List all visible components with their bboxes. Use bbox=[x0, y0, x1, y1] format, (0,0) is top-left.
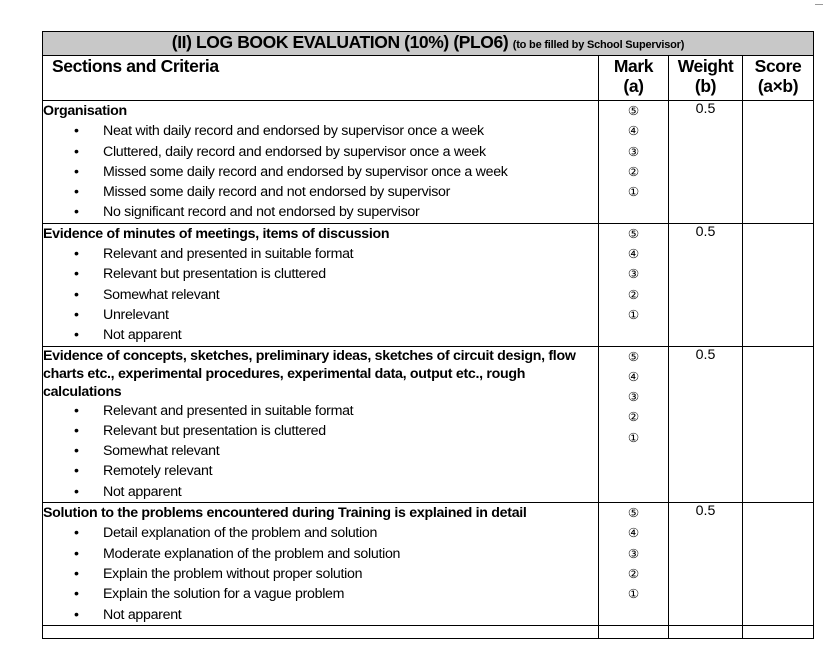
section-criteria-cell bbox=[43, 503, 599, 626]
score-cell[interactable] bbox=[743, 346, 814, 502]
criterion-item: • Missed some daily record and not endorsed by supervisor bbox=[43, 182, 598, 202]
column-header-row bbox=[43, 56, 814, 101]
section-title: Evidence of concepts, sketches, preliminary ideas, sketches of circuit design, flow charts etc., experimental procedures, experimental data, output etc., rough calculations bbox=[43, 347, 576, 400]
mark-4-option[interactable]: ④ bbox=[627, 123, 640, 139]
header-score bbox=[743, 56, 814, 101]
section-criteria-cell bbox=[43, 101, 599, 224]
table-title-row bbox=[43, 32, 814, 56]
section-title: Solution to the problems encountered during Training is explained in detail bbox=[43, 505, 527, 522]
header-mark bbox=[599, 56, 669, 101]
criterion-item: • Moderate explanation of the problem and solution bbox=[43, 544, 598, 564]
weight-value: 0.5 bbox=[669, 223, 743, 346]
header-score-label: Score bbox=[754, 56, 802, 76]
page-corner-mark bbox=[815, 0, 823, 5]
mark-2-option[interactable]: ② bbox=[627, 565, 640, 581]
section-row-problem-solution bbox=[43, 503, 814, 626]
continuation-row bbox=[43, 625, 814, 638]
mark-4-option[interactable]: ④ bbox=[627, 368, 640, 384]
criterion-item: • Detail explanation of the problem and solution bbox=[43, 523, 598, 543]
criterion-item: • Relevant but presentation is cluttered bbox=[43, 264, 598, 284]
continuation-cell bbox=[743, 625, 814, 638]
criterion-item: • Unrelevant bbox=[43, 305, 598, 325]
criteria-list bbox=[43, 523, 598, 624]
header-mark-label: Mark bbox=[613, 56, 654, 76]
criterion-item: • Explain the solution for a vague problem bbox=[43, 584, 598, 604]
section-criteria-cell bbox=[43, 223, 599, 346]
criterion-item: • Not apparent bbox=[43, 605, 598, 625]
mark-5-option[interactable]: ⑤ bbox=[627, 225, 640, 241]
score-cell[interactable] bbox=[743, 223, 814, 346]
mark-1-option[interactable]: ① bbox=[627, 184, 640, 200]
criterion-item: • Missed some daily record and endorsed by supervisor once a week bbox=[43, 162, 598, 182]
mark-options-cell bbox=[599, 503, 669, 626]
table-title-text: (II) LOG BOOK EVALUATION (10%) (PLO6) bbox=[171, 32, 509, 52]
section-row-minutes-of-meetings bbox=[43, 223, 814, 346]
section-criteria-cell bbox=[43, 346, 599, 502]
criterion-item: • Explain the problem without proper solution bbox=[43, 564, 598, 584]
criterion-item: • Remotely relevant bbox=[43, 461, 598, 481]
criterion-item: • Cluttered, daily record and endorsed by supervisor once a week bbox=[43, 142, 598, 162]
mark-options-cell bbox=[599, 346, 669, 502]
mark-5-option[interactable]: ⑤ bbox=[627, 348, 640, 364]
criterion-item: • Somewhat relevant bbox=[43, 441, 598, 461]
criteria-list bbox=[43, 121, 598, 222]
criterion-item: • Not apparent bbox=[43, 325, 598, 345]
section-title: Evidence of minutes of meetings, items of discussion bbox=[43, 225, 390, 242]
weight-value: 0.5 bbox=[669, 346, 743, 502]
criterion-item: • Not apparent bbox=[43, 482, 598, 502]
criteria-list bbox=[43, 244, 598, 345]
header-mark-symbol: (a) bbox=[623, 76, 644, 96]
continuation-cell bbox=[599, 625, 669, 638]
logbook-evaluation-table bbox=[42, 31, 814, 639]
mark-options-cell bbox=[599, 223, 669, 346]
weight-value: 0.5 bbox=[669, 101, 743, 224]
header-weight-symbol: (b) bbox=[694, 76, 717, 96]
mark-1-option[interactable]: ① bbox=[627, 586, 640, 602]
mark-3-option[interactable]: ③ bbox=[627, 389, 640, 405]
mark-5-option[interactable]: ⑤ bbox=[627, 505, 640, 521]
mark-3-option[interactable]: ③ bbox=[627, 266, 640, 282]
continuation-cell bbox=[43, 625, 599, 638]
continuation-cell bbox=[669, 625, 743, 638]
header-sections-criteria: Sections and Criteria bbox=[43, 56, 599, 101]
mark-2-option[interactable]: ② bbox=[627, 163, 640, 179]
mark-2-option[interactable]: ② bbox=[627, 409, 640, 425]
table-title bbox=[43, 32, 814, 56]
section-row-concepts-sketches bbox=[43, 346, 814, 502]
mark-options-cell bbox=[599, 101, 669, 224]
header-score-formula: (a×b) bbox=[757, 76, 799, 96]
header-weight-label: Weight bbox=[677, 56, 734, 76]
criteria-list bbox=[43, 401, 598, 502]
mark-4-option[interactable]: ④ bbox=[627, 525, 640, 541]
criterion-item: • No significant record and not endorsed by supervisor bbox=[43, 202, 598, 222]
section-title: Organisation bbox=[43, 103, 127, 119]
weight-value: 0.5 bbox=[669, 503, 743, 626]
mark-5-option[interactable]: ⑤ bbox=[627, 103, 640, 118]
criterion-item: • Relevant but presentation is cluttered bbox=[43, 421, 598, 441]
criterion-item: • Relevant and presented in suitable format bbox=[43, 401, 598, 421]
score-cell[interactable] bbox=[743, 503, 814, 626]
criterion-item: • Neat with daily record and endorsed by supervisor once a week bbox=[43, 121, 598, 141]
criterion-item: • Relevant and presented in suitable format bbox=[43, 244, 598, 264]
header-weight bbox=[669, 56, 743, 101]
mark-2-option[interactable]: ② bbox=[627, 286, 640, 302]
mark-3-option[interactable]: ③ bbox=[627, 545, 640, 561]
section-row-organisation bbox=[43, 101, 814, 224]
mark-4-option[interactable]: ④ bbox=[627, 246, 640, 262]
mark-3-option[interactable]: ③ bbox=[627, 143, 640, 159]
score-cell[interactable] bbox=[743, 101, 814, 224]
mark-1-option[interactable]: ① bbox=[627, 429, 640, 445]
criterion-item: • Somewhat relevant bbox=[43, 285, 598, 305]
table-title-note: (to be filled by School Supervisor) bbox=[512, 39, 685, 51]
mark-1-option[interactable]: ① bbox=[627, 306, 640, 322]
